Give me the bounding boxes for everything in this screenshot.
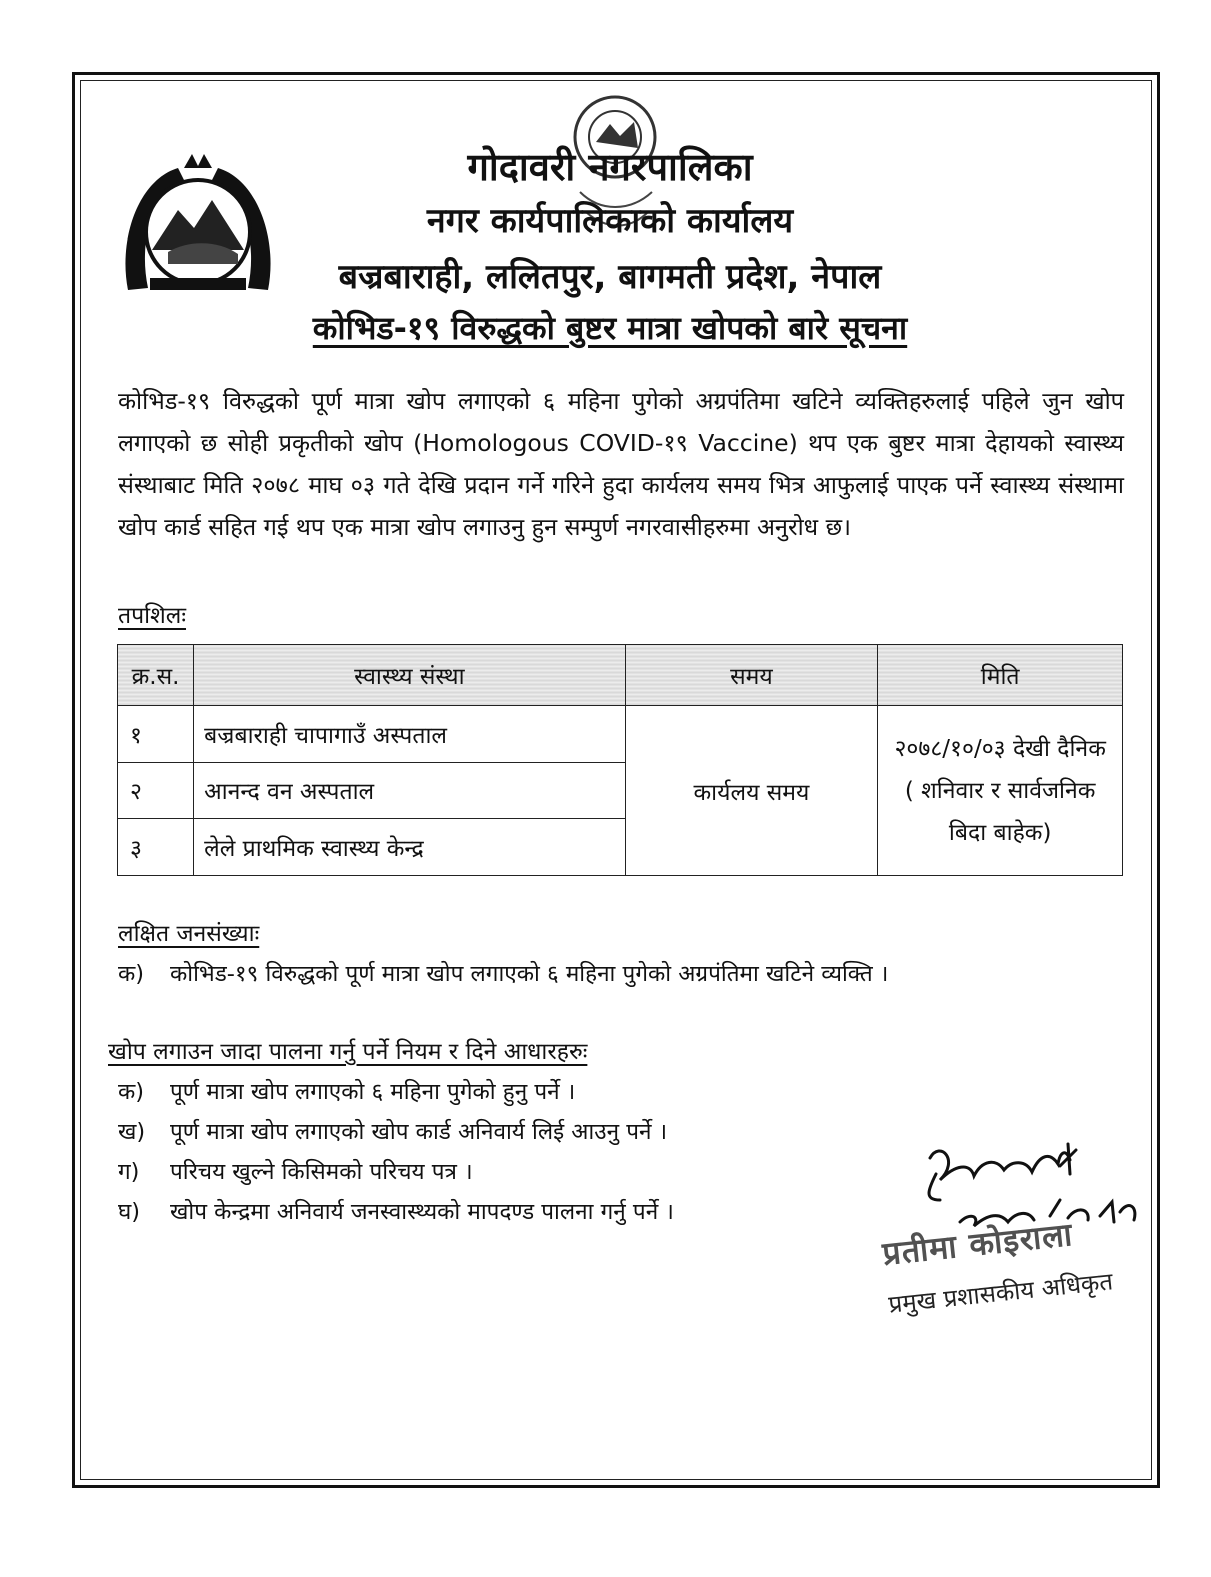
list-item-text: खोप केन्द्रमा अनिवार्य जनस्वास्थ्यको मापदण्ड पालना गर्नु पर्ने । bbox=[170, 1199, 674, 1225]
government-emblem-icon bbox=[108, 140, 288, 300]
date-cell: २०७८/१०/०३ देखी दैनिक ( शनिवार र सार्वजनिक बिदा बाहेक) bbox=[878, 706, 1123, 876]
serial-number: २ bbox=[118, 762, 194, 819]
institution-name: बज्रबाराही चापागाउँ अस्पताल bbox=[194, 706, 625, 763]
list-item-text: पूर्ण मात्रा खोप लगाएको ६ महिना पुगेको हुनु पर्ने । bbox=[170, 1079, 576, 1105]
serial-number: ३ bbox=[118, 819, 194, 876]
body-paragraph: कोभिड-१९ विरुद्धको पूर्ण मात्रा खोप लगाएको ६ महिना पुगेको अग्रपंतिमा खटिने व्यक्तिहरुलाई पहिले जुन खोप लगाएको छ सोही प्रकृतीको खोप (Homologous COVID-१९ Vaccine) थप एक बुष्टर मात्रा देहायको स्वास्थ्य संस्थाबाट मिति २०७८ माघ ०३ गते देखि प्रदान गर्ने गरिने हुदा कार्यलय समय भित्र आफुलाई पाएक पर्ने स्वास्थ्य संस्थामा खोप कार्ड सहित गई थप एक मात्रा खोप लगाउनु हुन सम्पुर्ण नगरवासीहरुमा अनुरोध छ। bbox=[118, 387, 1124, 541]
target-list bbox=[118, 954, 888, 994]
list-item bbox=[118, 954, 888, 994]
schedule-table bbox=[117, 644, 1123, 876]
column-header: समय bbox=[625, 645, 878, 706]
address: बज्रबाराही, ललितपुर, बागमती प्रदेश, नेपाल bbox=[338, 257, 882, 297]
list-item-text: परिचय खुल्ने किसिमको परिचय पत्र । bbox=[170, 1159, 473, 1185]
serial-number: १ bbox=[118, 706, 194, 763]
list-item bbox=[118, 1072, 674, 1112]
column-header: क्र.स. bbox=[118, 645, 194, 706]
time-cell: कार्यलय समय bbox=[625, 706, 878, 876]
rules-heading: खोप लगाउन जादा पालना गर्नु पर्ने नियम र दिने आधारहरुः bbox=[108, 1039, 588, 1065]
org-name: गोदावरी नगरपालिका bbox=[467, 145, 753, 189]
institution-name: आनन्द वन अस्पताल bbox=[194, 762, 625, 819]
list-item bbox=[118, 1192, 674, 1232]
target-heading: लक्षित जनसंख्याः bbox=[118, 921, 260, 947]
table-header-row bbox=[118, 645, 1123, 706]
office-name: नगर कार्यपालिकाको कार्यालय bbox=[426, 201, 794, 241]
table-row bbox=[118, 706, 1123, 763]
list-item bbox=[118, 1112, 674, 1152]
notice-title: कोभिड-१९ विरुद्धको बुष्टर मात्रा खोपको बारे सूचना bbox=[312, 309, 908, 347]
list-item-text: कोभिड-१९ विरुद्धको पूर्ण मात्रा खोप लगाएको ६ महिना पुगेको अग्रपंतिमा खटिने व्यक्ति । bbox=[170, 961, 889, 987]
list-item bbox=[118, 1152, 674, 1192]
signatory-title: प्रमुख प्रशासकीय अधिकृत bbox=[887, 1267, 1115, 1319]
list-marker: ख) bbox=[118, 1119, 146, 1145]
signatory-name: प्रतीमा कोइराला bbox=[880, 1215, 1075, 1273]
list-marker: क) bbox=[118, 1079, 145, 1105]
list-marker: क) bbox=[118, 961, 145, 987]
schedule-heading: तपशिलः bbox=[118, 603, 187, 629]
list-item-text: पूर्ण मात्रा खोप लगाएको खोप कार्ड अनिवार्य लिई आउनु पर्ने । bbox=[170, 1119, 668, 1145]
column-header: स्वास्थ्य संस्था bbox=[194, 645, 625, 706]
list-marker: घ) bbox=[118, 1199, 141, 1225]
list-marker: ग) bbox=[118, 1159, 140, 1185]
column-header: मिति bbox=[878, 645, 1123, 706]
institution-name: लेले प्राथमिक स्वास्थ्य केन्द्र bbox=[194, 819, 625, 876]
rules-list bbox=[118, 1072, 674, 1232]
